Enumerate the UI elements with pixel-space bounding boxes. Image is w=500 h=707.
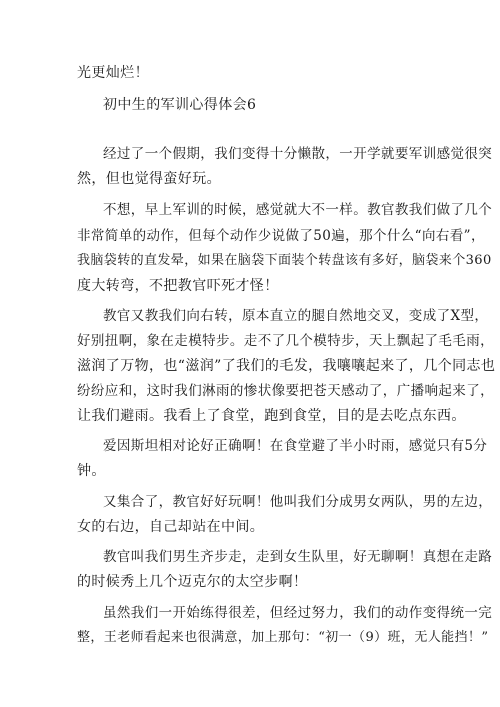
text-line: 教官又教我们向右转，原本直立的腿自然地交叉，变成了X型， [103, 308, 489, 324]
text-line: 好别扭啊，象在走模特步。走不了几个模特步，天上飘起了毛毛雨， [77, 333, 494, 349]
text-line: 光更灿烂！ [77, 65, 149, 81]
text-line: 爱因斯坦相对论好正确啊！在食堂避了半小时雨，感觉只有5分 [103, 438, 488, 454]
text-line: 我脑袋转的直发晕，如果在脑袋下面装个转盘该有多好，脑袋来个360 [77, 253, 492, 268]
text-line: 非常简单的动作，但每个动作少说做了50遍，那个什么“向右看”， [77, 228, 485, 244]
text-line: 虽然我们一开始练得很差，但经过努力，我们的动作变得统一完 [103, 605, 493, 621]
text-line: 教官叫我们男生齐步走，走到女生队里，好无聊啊！真想在走路 [103, 549, 493, 565]
text-line: 整，王老师看起来也很满意，加上那句：“初一（9）班，无人能挡！” [77, 630, 489, 645]
section-heading: 初中生的军训心得体会6 [103, 97, 257, 113]
text-line: 经过了一个假期，我们变得十分懒散，一开学就要军训感觉很突 [103, 146, 493, 162]
text-line: 度大转弯，不把教官吓死才怪！ [77, 278, 279, 294]
text-line: 又集合了，教官好好玩啊！他叫我们分成男女两队，男的左边， [103, 494, 493, 510]
text-line: 然，但也觉得蛮好玩。 [77, 171, 221, 187]
text-line: 女的右边，自己却站在中间。 [77, 519, 265, 535]
text-line: 滋润了万物，也“滋润”了我们的毛发，我嚷嚷起来了，几个同志也 [77, 358, 496, 374]
text-line: 不想，早上军训的时候，感觉就大不一样。教官教我们做了几个 [103, 202, 493, 218]
text-line: 的时候秀上几个迈克尔的太空步啊！ [77, 574, 308, 590]
text-line: 纷纷应和，这时我们淋雨的惨状像要把苍天感动了，广播响起来了， [77, 383, 494, 399]
text-line: 让我们避雨。我看上了食堂，跑到食堂，目的是去吃点东西。 [77, 408, 466, 424]
text-line: 钟。 [77, 463, 106, 479]
